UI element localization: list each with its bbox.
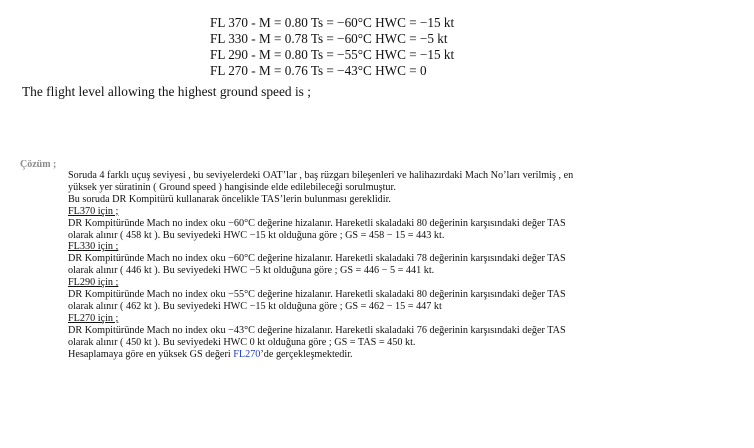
- conclusion-line: [68, 349, 752, 361]
- section-heading-fl370: FL370 için ;: [68, 205, 119, 217]
- highlighted-flight-level: FL270: [233, 348, 261, 360]
- option-fl370: FL 370 - M = 0.80 Ts = −60°C HWC = −15 kt: [210, 15, 455, 30]
- conclusion-text-end: ’de gerçekleşmektedir.: [260, 348, 353, 360]
- section-line: olarak alınır ( 446 kt ). Bu seviyedeki HWC −5 kt olduğuna göre ; GS = 446 − 5 = 441 kt.: [68, 265, 435, 277]
- section-line: DR Kompitüründe Mach no index oku −60°C değerine hizalanır. Hareketli skaladaki 78 değerinin karşısındaki değer TAS: [68, 253, 566, 265]
- section-line: olarak alınır ( 462 kt ). Bu seviyedeki HWC −15 kt olduğuna göre ; GS = 462 − 15 = 447 kt: [68, 300, 442, 312]
- section-line: DR Kompitüründe Mach no index oku −55°C değerine hizalanır. Hareketli skaladaki 80 değerinin karşısındaki değer TAS: [68, 289, 566, 301]
- answer-options: [210, 15, 454, 79]
- section-line: olarak alınır ( 458 kt ). Bu seviyedeki HWC −15 kt olduğuna göre ; GS = 458 − 15 = 443 kt.: [68, 229, 445, 241]
- intro-line: Soruda 4 farklı uçuş seviyesi , bu seviyelerdeki OAT’lar , baş rüzgarı bileşenleri ve halihazırdaki Mach No’ları verilmiş , en: [68, 170, 574, 181]
- question-text: The flight level allowing the highest ground speed is ;: [22, 84, 311, 99]
- intro-line: yüksek yer süratinin ( Ground speed ) hangisinde elde edilebileceği sorulmuştur.: [68, 181, 396, 193]
- section-line: olarak alınır ( 450 kt ). Bu seviyedeki HWC 0 kt olduğuna göre ; GS = TAS = 450 kt.: [68, 336, 416, 348]
- intro-line: Bu soruda DR Kompitürü kullanarak öncelikle TAS’lerin bulunması gereklidir.: [68, 193, 391, 205]
- section-heading-fl290: FL290 için ;: [68, 277, 119, 289]
- solution-body: [68, 170, 752, 361]
- section-heading-fl330: FL330 için ;: [68, 241, 119, 253]
- section-line: DR Kompitüründe Mach no index oku −60°C değerine hizalanır. Hareketli skaladaki 80 değerinin karşısındaki değer TAS: [68, 217, 566, 229]
- option-fl270: FL 270 - M = 0.76 Ts = −43°C HWC = 0: [210, 63, 427, 78]
- section-line: DR Kompitüründe Mach no index oku −43°C değerine hizalanır. Hareketli skaladaki 76 değerinin karşısındaki değer TAS: [68, 324, 566, 336]
- option-fl330: FL 330 - M = 0.78 Ts = −60°C HWC = −5 kt: [210, 31, 448, 46]
- option-fl290: FL 290 - M = 0.80 Ts = −55°C HWC = −15 kt: [210, 47, 455, 62]
- solution-heading: Çözüm ;: [20, 159, 57, 170]
- conclusion-text: Hesaplamaya göre en yüksek GS değeri: [68, 348, 234, 360]
- section-heading-fl270: FL270 için ;: [68, 312, 119, 324]
